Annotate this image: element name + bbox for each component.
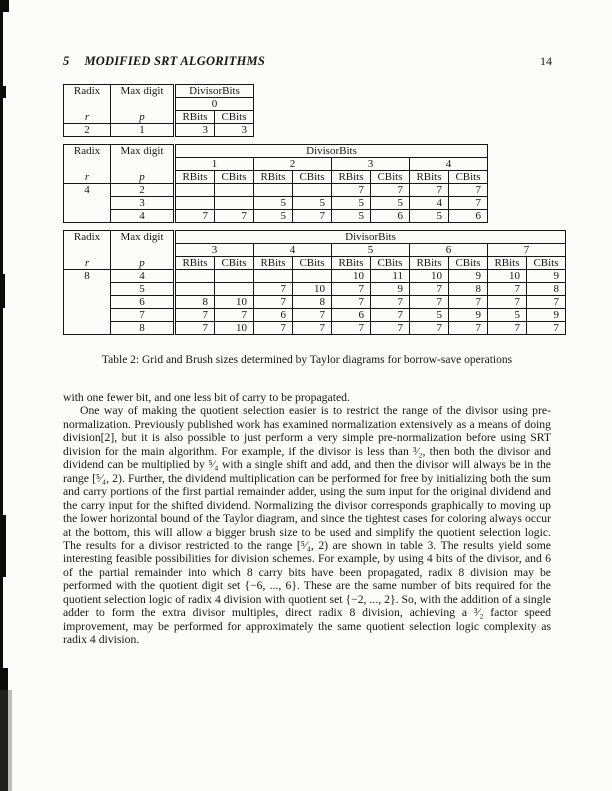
bits-value-cell — [215, 197, 254, 210]
bits-value-cell — [175, 197, 215, 210]
bits-value-cell: 7 — [175, 309, 215, 322]
rbits-header-cell: RBits — [410, 257, 449, 270]
max-digit-value-cell: 1 — [111, 124, 175, 137]
bits-value-cell: 10 — [215, 322, 254, 335]
cbits-header-cell: CBits — [215, 111, 254, 124]
bits-value-cell: 5 — [293, 197, 332, 210]
cbits-header-cell: CBits — [293, 171, 332, 184]
bits-value-cell: 7 — [449, 296, 488, 309]
bits-value-cell: 5 — [371, 197, 410, 210]
radix-header-cell — [64, 85, 111, 124]
r-label: r — [84, 171, 90, 183]
rbits-header-cell: RBits — [410, 171, 449, 184]
bits-value-cell — [293, 184, 332, 197]
cbits-header-cell: CBits — [293, 257, 332, 270]
divisorbits-group-cell: 0 — [175, 98, 254, 111]
max-digit-value-cell: 4 — [111, 210, 175, 223]
cbits-header-cell: CBits — [215, 257, 254, 270]
bits-value-cell — [293, 270, 332, 283]
bits-value-cell — [215, 184, 254, 197]
rbits-header-cell: RBits — [175, 257, 215, 270]
bits-value-cell: 7 — [488, 322, 527, 335]
max-digit-value-cell: 6 — [111, 296, 175, 309]
rbits-header-cell: RBits — [254, 257, 293, 270]
scan-blob — [0, 515, 6, 577]
r-label: r — [84, 111, 90, 123]
cbits-header-cell: CBits — [527, 257, 566, 270]
taylor-diagram-table — [63, 230, 566, 335]
bits-value-cell: 5 — [254, 210, 293, 223]
bits-value-cell: 8 — [175, 296, 215, 309]
bits-value-cell: 7 — [371, 296, 410, 309]
divisorbits-group-cell: 1 — [175, 158, 254, 171]
bits-value-cell: 7 — [293, 210, 332, 223]
bits-value-cell: 8 — [449, 283, 488, 296]
bits-value-cell: 5 — [254, 197, 293, 210]
taylor-diagram-table — [63, 84, 254, 137]
bits-value-cell: 7 — [175, 210, 215, 223]
radix-label: Radix — [73, 85, 101, 97]
cbits-header-cell: CBits — [215, 171, 254, 184]
bits-value-cell: 10 — [293, 283, 332, 296]
radix-label: Radix — [73, 231, 101, 243]
bits-value-cell: 7 — [293, 309, 332, 322]
table-row — [64, 197, 488, 210]
page-number: 14 — [540, 54, 552, 68]
running-head — [63, 54, 552, 69]
section-heading — [63, 54, 265, 69]
bits-value-cell: 5 — [410, 210, 449, 223]
divisorbits-group-cell: 4 — [254, 244, 332, 257]
rbits-header-cell: RBits — [332, 171, 371, 184]
bits-value-cell: 7 — [254, 322, 293, 335]
table-row — [64, 309, 566, 322]
table-row — [64, 322, 566, 335]
bits-value-cell: 7 — [410, 322, 449, 335]
rbits-header-cell: RBits — [254, 171, 293, 184]
max-digit-value-cell: 4 — [111, 270, 175, 283]
table-caption: Table 2: Grid and Brush sizes determined by Taylor diagrams for borrow-save operations — [101, 354, 513, 366]
table-row — [64, 210, 488, 223]
divisorbits-group-cell: 6 — [410, 244, 488, 257]
scan-blob — [0, 0, 9, 12]
bits-value-cell: 7 — [449, 184, 488, 197]
scan-blob-halo — [0, 690, 12, 791]
table-row — [64, 231, 566, 244]
max-digit-value-cell: 7 — [111, 309, 175, 322]
bits-value-cell: 7 — [410, 283, 449, 296]
body-paragraph: with one fewer bit, and one less bit of carry to be propagated. — [63, 391, 350, 404]
cbits-header-cell: CBits — [371, 171, 410, 184]
bits-value-cell: 5 — [332, 210, 371, 223]
table-row — [64, 270, 566, 283]
rbits-header-cell: RBits — [175, 111, 215, 124]
max-digit-label: Max digit — [120, 145, 164, 157]
divisorbits-group-cell: 5 — [332, 244, 410, 257]
bits-value-cell: 7 — [332, 296, 371, 309]
bits-value-cell: 7 — [332, 322, 371, 335]
bits-value-cell: 11 — [371, 270, 410, 283]
max-digit-value-cell: 8 — [111, 322, 175, 335]
bits-value-cell: 7 — [410, 296, 449, 309]
divisorbits-header-cell: DivisorBits — [175, 85, 254, 98]
bits-value-cell: 6 — [371, 210, 410, 223]
table-row — [64, 283, 566, 296]
radix-value-cell: 8 — [64, 270, 111, 335]
bits-value-cell: 9 — [449, 309, 488, 322]
bits-value-cell — [175, 184, 215, 197]
bits-value-cell: 9 — [527, 270, 566, 283]
divisorbits-group-cell: 7 — [488, 244, 566, 257]
bits-value-cell: 10 — [488, 270, 527, 283]
bits-value-cell: 8 — [293, 296, 332, 309]
p-label: p — [139, 257, 145, 269]
bits-value-cell: 7 — [332, 184, 371, 197]
bits-value-cell: 7 — [449, 322, 488, 335]
taylor-diagram-table — [63, 144, 488, 223]
divisorbits-group-cell: 3 — [175, 244, 254, 257]
scan-blob — [0, 274, 5, 308]
rbits-header-cell: RBits — [488, 257, 527, 270]
bits-value-cell: 7 — [215, 309, 254, 322]
divisorbits-header-cell: DivisorBits — [175, 231, 566, 244]
bits-value-cell — [254, 184, 293, 197]
bits-value-cell: 7 — [332, 283, 371, 296]
radix-label: Radix — [73, 145, 101, 157]
bits-value-cell: 5 — [488, 309, 527, 322]
radix-header-cell — [64, 231, 111, 270]
table-radix-4 — [63, 144, 488, 223]
cbits-header-cell: CBits — [449, 171, 488, 184]
scan-blob — [0, 86, 6, 98]
bits-value-cell: 7 — [371, 309, 410, 322]
radix-header-cell — [64, 145, 111, 184]
rbits-header-cell: RBits — [332, 257, 371, 270]
bits-value-cell: 7 — [527, 296, 566, 309]
bits-value-cell — [215, 270, 254, 283]
body-paragraph: One way of making the quotient selection easier is to restrict the range of the divisor using pre-normalization. Previously published work has examined normalization extensively as a means of doing division[2], but it is also possible to just perform a very simple pre-normalization before using SRT division for the main algorithm. For example, if the divisor is less than ³⁄₂, then both the divisor and dividend can be multiplied by ⁵⁄₄ with a single shift and add, and then the divisor will always be in the range [⁵⁄₄, 2). Further, the dividend multiplication can be performed for free by initializing both the sum and carry portions of the first partial remainder adder, using the sum input for the original dividend and the carry input for the shifted dividend. Normalizing the divisor corresponds graphically to moving up the lower horizontal bound of the Taylor diagram, and since the tightest cases for coloring always occur at the bottom, this will allow a bigger brush size to be used and simplify the quotient selection logic. The results for a divisor restricted to the range [⁵⁄₄, 2) are shown in table 3. The results yield some interesting feasible possibilities for division schemes. For example, by using 4 bits of the divisor, and 6 of the partial remainder into which 8 carry bits have been propagated, radix 8 division may be performed with the quotient digit set {−6, ..., 6}. These are the same number of bits required for the quotient selection logic of radix 4 division with quotient set {−2, ..., 2}. So, with the addition of a single adder to form the extra divisor multiples, direct radix 8 division, achieving a ³⁄₂ factor speed improvement, may be performed for approximately the same quotient selection logic complexity as radix 4 division. — [63, 404, 551, 647]
bits-value-cell: 6 — [332, 309, 371, 322]
bits-value-cell: 7 — [175, 322, 215, 335]
max-digit-value-cell: 3 — [111, 197, 175, 210]
bits-value-cell: 10 — [332, 270, 371, 283]
bits-value-cell: 7 — [293, 322, 332, 335]
bits-value-cell: 7 — [254, 296, 293, 309]
table-row — [64, 145, 488, 158]
bits-value-cell: 5 — [410, 309, 449, 322]
bits-value-cell: 3 — [175, 124, 215, 137]
r-label: r — [84, 257, 90, 269]
bits-value-cell: 10 — [215, 296, 254, 309]
max-digit-label: Max digit — [120, 85, 164, 97]
bits-value-cell: 7 — [488, 296, 527, 309]
divisorbits-group-cell: 4 — [410, 158, 488, 171]
p-label: p — [139, 171, 145, 183]
bits-value-cell: 7 — [371, 322, 410, 335]
bits-value-cell: 9 — [449, 270, 488, 283]
body-text — [63, 391, 551, 647]
section-title: MODIFIED SRT ALGORITHMS — [84, 54, 266, 68]
p-label: p — [139, 111, 145, 123]
bits-value-cell: 6 — [254, 309, 293, 322]
divisorbits-header-cell: DivisorBits — [175, 145, 488, 158]
rbits-header-cell: RBits — [175, 171, 215, 184]
bits-value-cell: 5 — [332, 197, 371, 210]
table-row — [64, 184, 488, 197]
radix-value-cell: 2 — [64, 124, 111, 137]
bits-value-cell: 7 — [488, 283, 527, 296]
max-digit-value-cell: 5 — [111, 283, 175, 296]
bits-value-cell: 8 — [527, 283, 566, 296]
bits-value-cell: 7 — [449, 197, 488, 210]
max-digit-header-cell — [111, 231, 175, 270]
section-number: 5 — [63, 54, 70, 68]
cbits-header-cell: CBits — [449, 257, 488, 270]
bits-value-cell: 10 — [410, 270, 449, 283]
bits-value-cell: 9 — [527, 309, 566, 322]
bits-value-cell: 9 — [371, 283, 410, 296]
divisorbits-group-cell: 2 — [254, 158, 332, 171]
bits-value-cell: 7 — [527, 322, 566, 335]
bits-value-cell: 7 — [215, 210, 254, 223]
radix-value-cell: 4 — [64, 184, 111, 223]
bits-value-cell: 6 — [449, 210, 488, 223]
table-row — [64, 85, 254, 98]
bits-value-cell — [175, 270, 215, 283]
bits-value-cell: 7 — [410, 184, 449, 197]
bits-value-cell: 7 — [254, 283, 293, 296]
bits-value-cell: 7 — [371, 184, 410, 197]
max-digit-header-cell — [111, 145, 175, 184]
bits-value-cell — [254, 270, 293, 283]
max-digit-value-cell: 2 — [111, 184, 175, 197]
bits-value-cell — [175, 283, 215, 296]
table-radix-2 — [63, 84, 254, 137]
bits-value-cell — [215, 283, 254, 296]
divisorbits-group-cell: 3 — [332, 158, 410, 171]
max-digit-header-cell — [111, 85, 175, 124]
table-radix-8 — [63, 230, 566, 335]
table-row — [64, 124, 254, 137]
table-row — [64, 296, 566, 309]
bits-value-cell: 3 — [215, 124, 254, 137]
max-digit-label: Max digit — [120, 231, 164, 243]
bits-value-cell: 4 — [410, 197, 449, 210]
cbits-header-cell: CBits — [371, 257, 410, 270]
